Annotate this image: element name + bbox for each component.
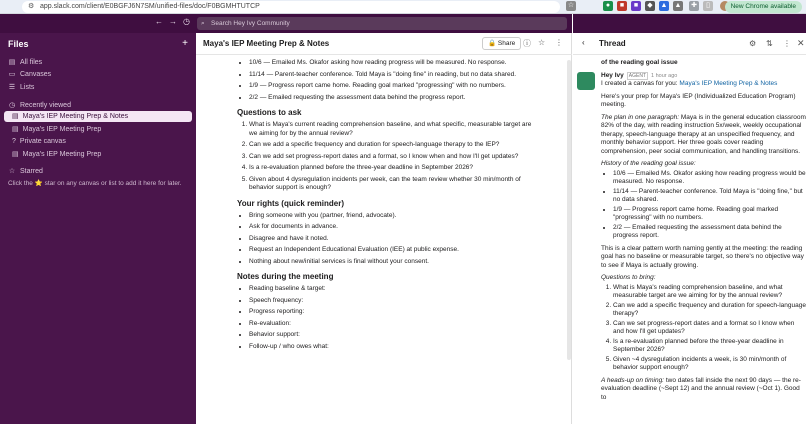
star-icon: ☆	[8, 168, 16, 175]
document-header	[196, 33, 572, 55]
canvas-icon: ▤	[12, 113, 19, 120]
document-scrollbar[interactable]	[567, 60, 571, 360]
slack-top-bar	[0, 14, 572, 33]
site-info-icon[interactable]: ⚙	[28, 3, 35, 10]
list-item: • 11/14 — Parent-teacher conference. Told Maya is "doing fine," but no data shared.	[613, 188, 806, 205]
list-item: 2. Can we add a specific frequency and duration for speech-language therapy?	[613, 302, 806, 319]
page-title: Maya's IEP Meeting Prep & Notes	[203, 39, 330, 48]
list-item: 3. Can we set progress-report dates and a format so I know when and how I'll get updates?	[613, 320, 806, 337]
questions-list	[601, 284, 806, 373]
canvas-document	[196, 33, 572, 424]
sidepanel-icon[interactable]: ▯	[703, 1, 713, 11]
list-item: 4. Is a re-evaluation planned before the three-year deadline in September 2026?	[613, 338, 806, 355]
extension-icon[interactable]: ●	[603, 1, 613, 11]
avatar[interactable]	[577, 72, 595, 90]
list-item: • 1/9 — Progress report came home. Reading goal marked "progressing" with no numbers.	[613, 206, 806, 223]
canvas-icon: ▤	[12, 126, 19, 133]
message-label: Questions to bring:	[601, 274, 656, 281]
list-item: • Bring someone with you (partner, friend, advocate).	[249, 212, 537, 221]
list-item[interactable]: • Re-evaluation:	[249, 320, 537, 329]
message-label: The plan in one paragraph:	[601, 113, 680, 121]
back-arrow-icon[interactable]: ←	[155, 17, 163, 26]
recent-item-label: Private canvas	[19, 138, 66, 145]
search-placeholder: Search Hey Ivy Community	[211, 20, 290, 27]
puzzle-icon[interactable]: ✚	[689, 1, 699, 11]
notes-list	[237, 285, 537, 351]
history-icon[interactable]: ◷	[183, 17, 190, 26]
list-item: 3. Can we add set progress-report dates and a format, so I know when and how I'll get updates?	[249, 153, 537, 162]
extension-icon[interactable]: ▲	[660, 2, 668, 9]
list-item: • Nothing about new/initial services is final without your consent.	[249, 258, 537, 267]
list-item[interactable]: • Follow-up / who owes what:	[249, 343, 537, 352]
list-item[interactable]: • Speech frequency:	[249, 297, 537, 306]
message-text: I created a canvas for you:	[601, 80, 678, 87]
message-text: two dates fall inside the next 90 days — the re-evaluation deadline (~Sept 12) and the annual review (~Oct 1). Good to	[601, 376, 801, 401]
author-name[interactable]: Hey Ivy	[601, 71, 624, 79]
list-item: • 2/2 — Emailed requesting the assessment data behind the progress report.	[249, 94, 537, 103]
list-item: • 10/6 — Emailed Ms. Okafor asking how reading progress will be measured. No response.	[249, 59, 537, 68]
rights-list	[237, 212, 537, 267]
message-text: Maya is in the general education classroom 82% of the day, with reading instruction 5x/week, weekly occupational therapy, speech-language therapy at an unspecified frequency, and monthly behavior support. Her three goals cover reading comprehension, peer social communication, and handling transitions.	[601, 113, 806, 155]
sidebar-item-canvases[interactable]	[8, 70, 51, 78]
back-arrow-icon[interactable]: ‹	[582, 38, 585, 47]
files-sidebar	[0, 33, 196, 424]
update-chrome-button[interactable]: New Chrome available	[725, 1, 802, 13]
list-item: 5. Given about 4 dysregulation incidents per week, can the team review whether 30 min/month of behavior support is enough?	[249, 176, 537, 193]
extension-icon[interactable]: ■	[617, 1, 627, 11]
files-icon: ▤	[8, 59, 16, 66]
search-icon: ⌕	[201, 20, 205, 27]
info-icon[interactable]: ⓘ	[523, 39, 531, 48]
list-item: • 10/6 — Emailed Ms. Okafor asking how reading progress would be measured. No response.	[613, 170, 806, 187]
recent-item-label: Maya's IEP Meeting Prep	[22, 126, 102, 133]
list-item: 2. Can we add a specific frequency and duration for speech-language therapy to the IEP?	[249, 141, 537, 150]
new-file-button[interactable]: +	[182, 38, 188, 49]
list-item[interactable]: • Behavior support:	[249, 331, 537, 340]
address-bar[interactable]	[22, 1, 560, 13]
list-item: • Ask for documents in advance.	[249, 223, 537, 232]
canvas-link[interactable]: Maya's IEP Meeting Prep & Notes	[679, 80, 778, 87]
starred-header[interactable]	[8, 167, 43, 175]
sidebar-item-label: All files	[20, 58, 43, 66]
sort-icon[interactable]: ⇅	[766, 39, 773, 48]
clock-icon: ◷	[8, 102, 16, 109]
section-heading: Questions to ask	[237, 108, 302, 117]
document-body	[237, 59, 537, 354]
history-list	[601, 170, 806, 241]
sidebar-title: Files	[8, 39, 29, 49]
recent-item[interactable]	[4, 111, 192, 122]
thread-context: of the reading goal issue	[601, 59, 678, 66]
canvas-icon: ▭	[8, 71, 16, 78]
starred-hint: Click the ⭐ star on any canvas or list to add it here for later.	[8, 180, 182, 187]
search-input[interactable]	[197, 17, 567, 30]
list-item: • Request an Independent Educational Evaluation (IEE) at public expense.	[249, 246, 537, 255]
message-text: Here's your prep for Maya's IEP (Individualized Education Program) meeting.	[601, 92, 796, 108]
list-icon: ☰	[8, 84, 16, 91]
list-item: 4. Is a re-evaluation planned before the three-year deadline in September 2026?	[249, 164, 537, 173]
section-label: Starred	[20, 167, 43, 175]
extension-icon[interactable]: ■	[631, 1, 641, 11]
list-item: • 1/9 — Progress report came home. Reading goal marked "progressing" with no numbers.	[249, 82, 537, 91]
timeline-list	[237, 59, 537, 102]
agent-badge: AGENT	[628, 72, 647, 79]
more-options-icon[interactable]: ⋮	[555, 38, 563, 47]
list-item: 5. Given ~4 dysregulation incidents a week, is 30 min/month of behavior support enough?	[613, 356, 806, 373]
thread-top-bar	[573, 14, 806, 33]
questions-list	[237, 121, 537, 193]
thread-panel	[573, 14, 806, 424]
section-heading: Notes during the meeting	[237, 272, 334, 281]
url-text: app.slack.com/client/E0BGFJ6N7SM/unified-files/doc/F0BGMHTUTCP	[40, 3, 260, 10]
recently-viewed-header[interactable]	[8, 101, 71, 109]
share-button[interactable]: 🔒 Share	[482, 37, 521, 50]
bookmark-star-icon[interactable]: ☆	[567, 2, 575, 9]
message-label: History of the reading goal issue:	[601, 160, 696, 167]
help-icon: ?	[12, 138, 16, 145]
recent-item[interactable]	[4, 124, 192, 135]
sidebar-item-label: Canvases	[20, 70, 52, 78]
sidebar-item-label: Lists	[20, 83, 35, 91]
message-text: This is a clear pattern worth naming gently at the meeting: the reading goal has no baseline or measurable target, so there's no objective way to see if Maya is actually growing.	[601, 244, 804, 269]
share-label: Share	[497, 40, 516, 47]
message-label: A heads-up on timing:	[601, 376, 664, 384]
recent-item[interactable]	[4, 149, 192, 160]
section-label: Recently viewed	[20, 101, 71, 109]
list-item: 1. What is Maya's reading comprehension baseline, and what measurable target are we aiming for by the annual review?	[613, 284, 806, 301]
timestamp[interactable]: 1 hour ago	[651, 72, 678, 79]
list-item: • Disagree and have it noted.	[249, 235, 537, 244]
recent-item[interactable]	[4, 136, 192, 147]
list-item: 1. What is Maya's current reading comprehension baseline, and what specific, measurable target are we aiming for by the annual review?	[249, 121, 537, 138]
recent-item-label: Maya's IEP Meeting Prep	[22, 151, 102, 158]
section-heading: Your rights (quick reminder)	[237, 198, 344, 208]
star-icon[interactable]: ☆	[538, 38, 546, 47]
thread-title: Thread	[599, 39, 626, 48]
extension-icon[interactable]: ◆	[645, 1, 655, 11]
sidebar-item-lists[interactable]	[8, 83, 34, 91]
list-item: • 11/14 — Parent-teacher conference. Told Maya is "doing fine" in reading, but no data shared.	[249, 71, 537, 80]
more-options-icon[interactable]: ⋮	[783, 39, 791, 48]
canvas-icon: ▤	[12, 151, 19, 158]
list-item[interactable]: • Reading baseline & target:	[249, 285, 537, 294]
list-item: • 2/2 — Emailed requesting the assessment data behind the progress report.	[613, 224, 806, 241]
list-item[interactable]: • Progress reporting:	[249, 308, 537, 317]
close-icon[interactable]: ✕	[797, 38, 805, 48]
thread-message	[601, 59, 806, 406]
thread-header	[573, 33, 806, 55]
gear-icon[interactable]: ⚙	[749, 39, 757, 48]
recent-item-label: Maya's IEP Meeting Prep & Notes	[22, 113, 129, 120]
forward-arrow-icon[interactable]: →	[169, 17, 177, 26]
extension-icon[interactable]: ▲	[674, 2, 682, 9]
sidebar-item-all-files[interactable]	[8, 58, 42, 66]
browser-toolbar	[0, 0, 806, 14]
